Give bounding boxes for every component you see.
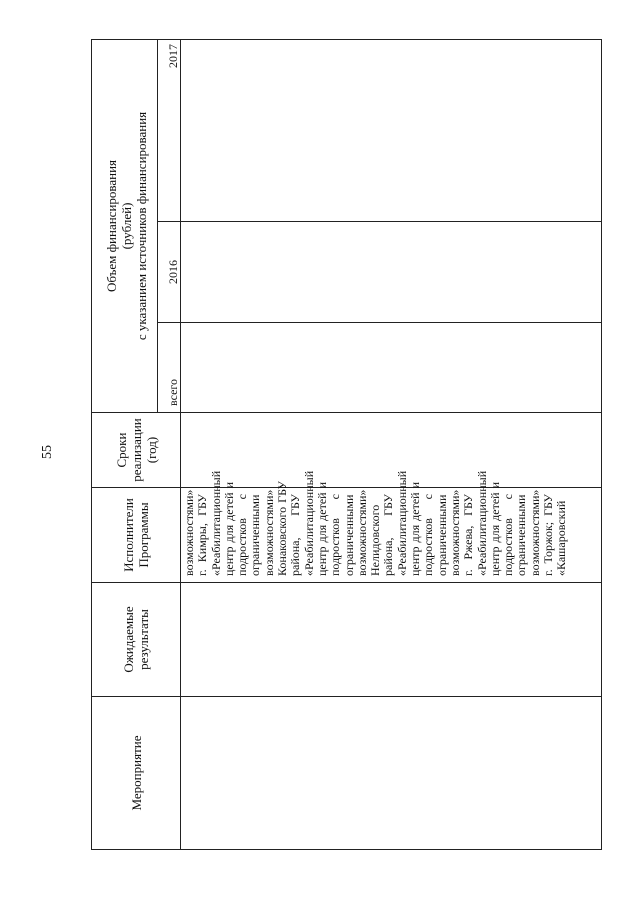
executor-line: подростков с bbox=[501, 494, 516, 576]
executor-line: ограниченными bbox=[248, 494, 263, 576]
header-year-2017: 2017 bbox=[158, 39, 181, 221]
executor-line: возможностями» bbox=[354, 489, 369, 576]
executor-line: Нелидовского bbox=[368, 504, 383, 576]
funding-line-3: с указанием источников финансирования bbox=[134, 111, 149, 341]
cell-measure bbox=[181, 697, 602, 850]
executor-line: «Реабилитационный bbox=[394, 470, 409, 576]
executor-line: г. Торжок; ГБУ bbox=[541, 494, 556, 576]
executor-line: ограниченными bbox=[341, 494, 356, 576]
executor-line: подростков с bbox=[235, 494, 250, 576]
header-total: всего bbox=[158, 323, 181, 413]
page-number: 55 bbox=[40, 445, 55, 459]
executor-line: подростков с bbox=[421, 494, 436, 576]
executor-line: г. Ржева, ГБУ bbox=[461, 494, 476, 576]
cell-total bbox=[181, 323, 602, 413]
executor-line: возможностями» bbox=[261, 489, 276, 576]
cell-executors bbox=[181, 470, 602, 583]
cell-2016 bbox=[181, 222, 602, 323]
executor-line: возможностями» bbox=[447, 489, 462, 576]
executor-line: «Реабилитационный bbox=[301, 470, 316, 576]
executor-line: подростков с bbox=[328, 494, 343, 576]
executor-line: «Кашаровский bbox=[554, 500, 569, 576]
executor-line: возможностями» bbox=[182, 489, 196, 576]
funding-line-2: (рублей) bbox=[119, 202, 134, 250]
executor-line: «Реабилитационный bbox=[474, 470, 489, 576]
header-results: Ожидаемые результаты bbox=[92, 583, 181, 697]
executor-line: Конаковского ГБУ bbox=[275, 480, 290, 576]
cell-terms bbox=[181, 413, 602, 488]
executor-line: района, ГБУ bbox=[381, 494, 396, 576]
executor-line: района, ГБУ bbox=[288, 494, 303, 576]
executor-line: ограниченными bbox=[434, 494, 449, 576]
executor-line: центр для детей и bbox=[221, 481, 236, 576]
cell-2017 bbox=[181, 39, 602, 221]
executor-line: центр для детей и bbox=[314, 481, 329, 576]
header-measure: Мероприятие bbox=[92, 697, 181, 850]
executor-line: г. Кимры, ГБУ bbox=[195, 494, 210, 576]
executor-line: «Реабилитационный bbox=[208, 470, 223, 576]
header-terms: Сроки реализации (год) bbox=[92, 413, 181, 488]
executor-line: возможностями» bbox=[527, 489, 542, 576]
program-table bbox=[91, 39, 602, 850]
header-executors: Исполнители Программы bbox=[92, 488, 181, 583]
executor-line: ограниченными bbox=[514, 494, 529, 576]
header-year-2016: 2016 bbox=[158, 222, 181, 323]
funding-line-1: Объем финансирования bbox=[104, 159, 119, 293]
header-funding bbox=[92, 39, 158, 412]
executor-lines bbox=[182, 470, 569, 576]
executor-line: центр для детей и bbox=[487, 481, 502, 576]
cell-results bbox=[181, 583, 602, 697]
rotated-table-frame bbox=[91, 40, 593, 850]
executor-line: центр для детей и bbox=[408, 481, 423, 576]
